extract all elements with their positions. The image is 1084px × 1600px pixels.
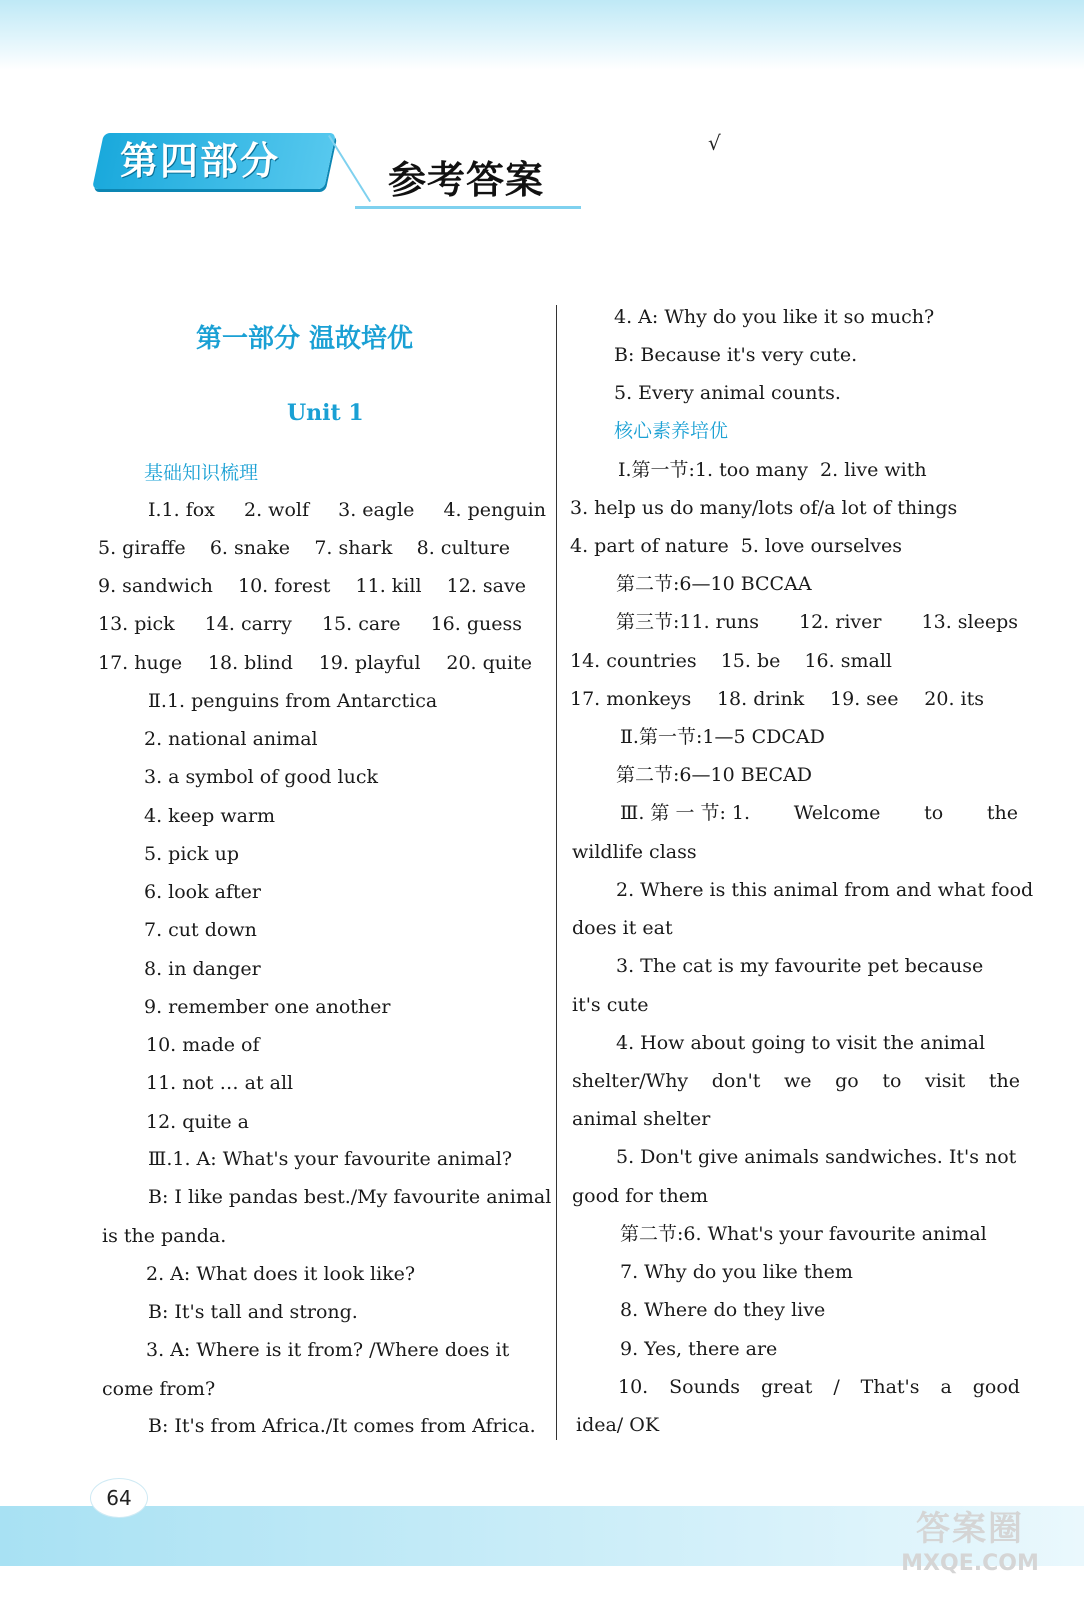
answer-line: Ⅰ.第一节:1. too many 2. live with xyxy=(618,459,927,481)
answer-row xyxy=(98,574,526,598)
answer-line: 2. national animal xyxy=(144,728,318,750)
answer-item: 10. forest xyxy=(237,575,331,597)
page-number: 64 xyxy=(90,1478,148,1518)
answer-line: 4. How about going to visit the animal xyxy=(616,1032,986,1054)
answer-row xyxy=(618,1375,1020,1399)
answer-line: come from? xyxy=(102,1378,216,1400)
handwritten-mark: √ xyxy=(708,131,721,155)
answer-row xyxy=(572,1069,1020,1093)
answer-item: 9. sandwich xyxy=(98,575,213,597)
answer-line: 3. help us do many/lots of/a lot of things xyxy=(570,497,958,519)
answer-item: good xyxy=(972,1376,1020,1398)
answer-item: 15. care xyxy=(321,613,401,635)
answer-line: 6. look after xyxy=(144,881,261,903)
answer-item: Ⅰ.1. fox xyxy=(148,499,215,521)
answer-line: 第二节:6. What's your favourite animal xyxy=(620,1223,987,1245)
answer-item: 13. sleeps xyxy=(921,611,1018,633)
answer-line: 第二节:6—10 BECAD xyxy=(616,764,813,786)
answer-item: we xyxy=(784,1070,812,1092)
answer-item: don't xyxy=(711,1070,761,1092)
answer-line: Ⅲ.1. A: What's your favourite animal? xyxy=(148,1148,513,1170)
answer-line: 2. Where is this animal from and what food xyxy=(616,879,1034,901)
answer-line: 11. not … at all xyxy=(146,1072,294,1094)
answer-line: does it eat xyxy=(572,917,673,939)
sub-heading-core: 核心素养培优 xyxy=(614,420,729,442)
answer-line: B: It's tall and strong. xyxy=(148,1301,358,1323)
answer-item: Sounds xyxy=(669,1376,740,1398)
answer-item: a xyxy=(940,1376,952,1398)
answer-line: 7. Why do you like them xyxy=(620,1261,853,1283)
answer-line: good for them xyxy=(572,1185,708,1207)
answer-line: B: I like pandas best./My favourite animal xyxy=(148,1186,552,1208)
answer-line: 9. Yes, there are xyxy=(620,1338,778,1360)
answer-line: 2. A: What does it look like? xyxy=(146,1263,416,1285)
answer-item: 12. save xyxy=(446,575,526,597)
answer-item: 6. snake xyxy=(209,537,291,559)
answer-item: 20. quite xyxy=(446,652,532,674)
unit-heading: Unit 1 xyxy=(287,400,364,426)
answer-item: 14. carry xyxy=(204,613,292,635)
answer-item: 18. drink xyxy=(716,688,805,710)
answer-item: 19. see xyxy=(830,688,899,710)
answer-item: to xyxy=(882,1070,902,1092)
answer-item: Ⅲ. 第 一 节: 1. xyxy=(620,802,751,824)
answer-item: 19. playful xyxy=(318,652,421,674)
watermark xyxy=(880,1508,1060,1598)
answer-line: B: It's from Africa./It comes from Africa. xyxy=(148,1415,536,1437)
answer-item: 8. culture xyxy=(416,537,510,559)
answer-item: 第三节:11. runs xyxy=(616,611,759,633)
answer-item: 16. guess xyxy=(430,613,522,635)
answer-line: Ⅱ.1. penguins from Antarctica xyxy=(148,690,438,712)
answer-item: 20. its xyxy=(924,688,984,710)
answer-item: 5. giraffe xyxy=(98,537,186,559)
top-decorative-band xyxy=(0,0,1084,70)
column-divider xyxy=(556,305,557,1440)
answer-line: 5. Every animal counts. xyxy=(614,382,841,404)
answer-row xyxy=(620,801,1018,825)
answer-line: 12. quite a xyxy=(146,1111,249,1133)
title-divider-slash xyxy=(328,135,371,202)
answer-item: 2. wolf xyxy=(244,499,309,521)
answer-item: 3. eagle xyxy=(338,499,415,521)
watermark-url: MXQE.COM xyxy=(901,1551,1039,1576)
answer-item: 17. monkeys xyxy=(570,688,692,710)
answer-line: 5. pick up xyxy=(144,843,239,865)
section-heading: 第一部分 温故培优 xyxy=(196,324,414,354)
answer-line: 10. made of xyxy=(146,1034,260,1056)
answer-item: go xyxy=(835,1070,859,1092)
answer-line: 4. A: Why do you like it so much? xyxy=(614,306,935,328)
watermark-logo-text: 答案圈 xyxy=(916,1509,1024,1549)
answer-row xyxy=(98,651,532,675)
answer-item: 14. countries xyxy=(570,650,697,672)
answer-item: the xyxy=(986,802,1018,824)
answer-line: idea/ OK xyxy=(576,1414,660,1436)
answer-line: 5. Don't give animals sandwiches. It's not xyxy=(616,1146,1017,1168)
answer-line: 9. remember one another xyxy=(144,996,391,1018)
answer-line: 3. a symbol of good luck xyxy=(144,766,378,788)
answer-item: 16. small xyxy=(804,650,892,672)
answer-item: shelter/Why xyxy=(572,1070,689,1092)
answer-item: 10. xyxy=(618,1376,649,1398)
answer-item: / xyxy=(833,1376,840,1398)
page-title: 参考答案 xyxy=(388,158,545,202)
answer-line: 3. The cat is my favourite pet because xyxy=(616,955,984,977)
answer-line: 4. part of nature 5. love ourselves xyxy=(570,535,903,557)
answer-item: 17. huge xyxy=(98,652,183,674)
answer-item: great xyxy=(760,1376,813,1398)
title-underline xyxy=(355,206,581,209)
part-badge-label: 第四部分 xyxy=(120,139,281,183)
answer-line: 8. in danger xyxy=(144,958,261,980)
answer-item: the xyxy=(988,1070,1020,1092)
answer-item: 18. blind xyxy=(207,652,293,674)
answer-item: 13. pick xyxy=(98,613,175,635)
answer-row xyxy=(570,687,984,711)
answer-line: B: Because it's very cute. xyxy=(614,344,858,366)
answer-row xyxy=(616,610,1018,634)
answer-item: 4. penguin xyxy=(443,499,546,521)
answer-row xyxy=(98,612,522,636)
answer-line: is the panda. xyxy=(102,1225,227,1247)
answer-line: wildlife class xyxy=(572,841,697,863)
answer-line: 4. keep warm xyxy=(144,805,276,827)
sub-heading-basic: 基础知识梳理 xyxy=(144,462,259,484)
answer-line: 8. Where do they live xyxy=(620,1299,826,1321)
answer-row xyxy=(570,649,892,673)
answer-item: 12. river xyxy=(799,611,882,633)
answer-line: 7. cut down xyxy=(144,919,257,941)
answer-item: 15. be xyxy=(720,650,781,672)
answer-line: 3. A: Where is it from? /Where does it xyxy=(146,1339,510,1361)
answer-line: it's cute xyxy=(572,994,649,1016)
answer-row xyxy=(98,536,510,560)
answer-item: 7. shark xyxy=(314,537,393,559)
answer-item: to xyxy=(924,802,944,824)
answer-item: visit xyxy=(924,1070,966,1092)
answer-item: That's xyxy=(860,1376,920,1398)
answer-row xyxy=(148,498,546,522)
answer-line: 第二节:6—10 BCCAA xyxy=(616,573,812,595)
answer-item: Welcome xyxy=(793,802,881,824)
answer-line: Ⅱ.第一节:1—5 CDCAD xyxy=(620,726,825,748)
answer-line: animal shelter xyxy=(572,1108,711,1130)
answer-item: 11. kill xyxy=(355,575,422,597)
